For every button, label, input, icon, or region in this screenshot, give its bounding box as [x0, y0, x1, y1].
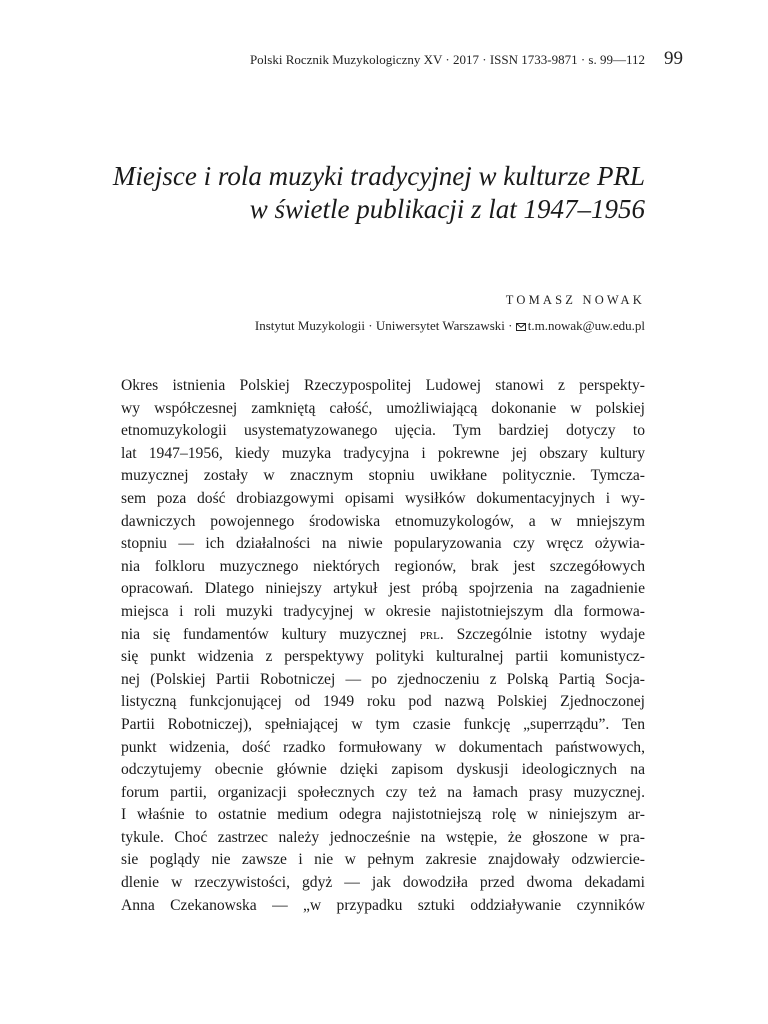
body-line: sem poza dość drobiazgowymi opisami wysiłków dokumentacyjnych i wy- [121, 489, 645, 507]
body-line: się punkt widzenia z perspektywy polityki kulturalnej partii komunistycz- [121, 648, 645, 666]
body-line: lat 1947–1956, kiedy muzyka tradycyjna i pokrewne jej obszary kultury [121, 444, 645, 462]
mail-icon [516, 323, 526, 331]
author-name: TOMASZ NOWAK [505, 293, 645, 307]
article-title-line-1: Miejsce i rola muzyki tradycyjnej w kulturze PRL [112, 161, 645, 191]
body-line: nia folkloru muzycznego niektórych regionów, brak jest szczegółowych [121, 557, 645, 575]
body-line: dlenie w rzeczywistości, gdyż — jak dowodziła przed dwoma dekadami [121, 874, 645, 892]
body-line: Anna Czekanowska — „w przypadku sztuki oddziaływanie czynników [121, 896, 645, 914]
body-line: Okres istnienia Polskiej Rzeczypospolitej Ludowej stanowi z perspekty- [121, 377, 645, 394]
running-head: Polski Rocznik Muzykologiczny XV · 2017 · ISSN 1733-9871 · s. 99—112 [249, 52, 645, 67]
article-title-line-2: w świetle publikacji z lat 1947–1956 [249, 194, 645, 224]
body-line: nia się fundamentów kultury muzycznej prl. Szczególnie istotny wydaje [121, 625, 645, 643]
body-line: forum partii, organizacji społecznych czy też na łamach prasy muzycznej. [121, 783, 645, 801]
article-title [100, 160, 645, 226]
body-line: odczytujemy obecnie głównie dzięki zapisom dyskusji ideologicznych na [121, 761, 645, 779]
author-affiliation [150, 318, 645, 334]
body-line: wy współczesnej zamkniętą całość, umożliwiającą dokonanie w polskiej [121, 399, 645, 417]
body-line: nej (Polskiej Partii Robotniczej — po zjednoczeniu z Polską Partią Socja- [121, 670, 645, 688]
body-line: sie poglądy nie zawsze i nie w pełnym zakresie znajdowały odzwiercie- [121, 851, 645, 869]
author-email[interactable]: t.m.nowak@uw.edu.pl [527, 318, 645, 333]
page-number: 99 [664, 48, 683, 69]
body-line: tykule. Choć zastrzec należy jednocześnie na wstępie, że głoszone w pra- [121, 828, 645, 846]
body-line: opracowań. Dlatego niniejszy artykuł jest próbą spojrzenia na zagadnienie [121, 580, 645, 598]
body-line: listyczną funkcjonującej od 1949 roku pod nazwą Polskiej Zjednoczonej [121, 693, 645, 711]
body-line: muzycznej zostały w znacznym stopniu uwikłane politycznie. Tymcza- [121, 467, 645, 485]
body-line: dawniczych powojennego środowiska etnomuzykologów, a w mniejszym [121, 512, 645, 530]
body-line: Partii Robotniczej), spełniającej w tym czasie funkcję „superrządu”. Ten [121, 715, 645, 733]
affiliation-text: Instytut Muzykologii · Uniwersytet Warszawski · [254, 318, 513, 333]
body-paragraph [121, 375, 645, 917]
body-line: stopniu — ich działalności na niwie popularyzowania czy wręcz ożywia- [121, 535, 645, 553]
body-line: etnomuzykologii usystematyzowanego ujęcia. Tym bardziej dotyczy to [121, 422, 645, 440]
body-line: I właśnie to ostatnie medium odegra najistotniejszą rolę w niniejszym ar- [121, 806, 645, 824]
body-line: punkt widzenia, dość rzadko formułowany w dokumentach państwowych, [121, 738, 645, 756]
body-line: miejsca i roli muzyki tradycyjnej w okresie najistotniejszym dla formowa- [121, 602, 645, 620]
